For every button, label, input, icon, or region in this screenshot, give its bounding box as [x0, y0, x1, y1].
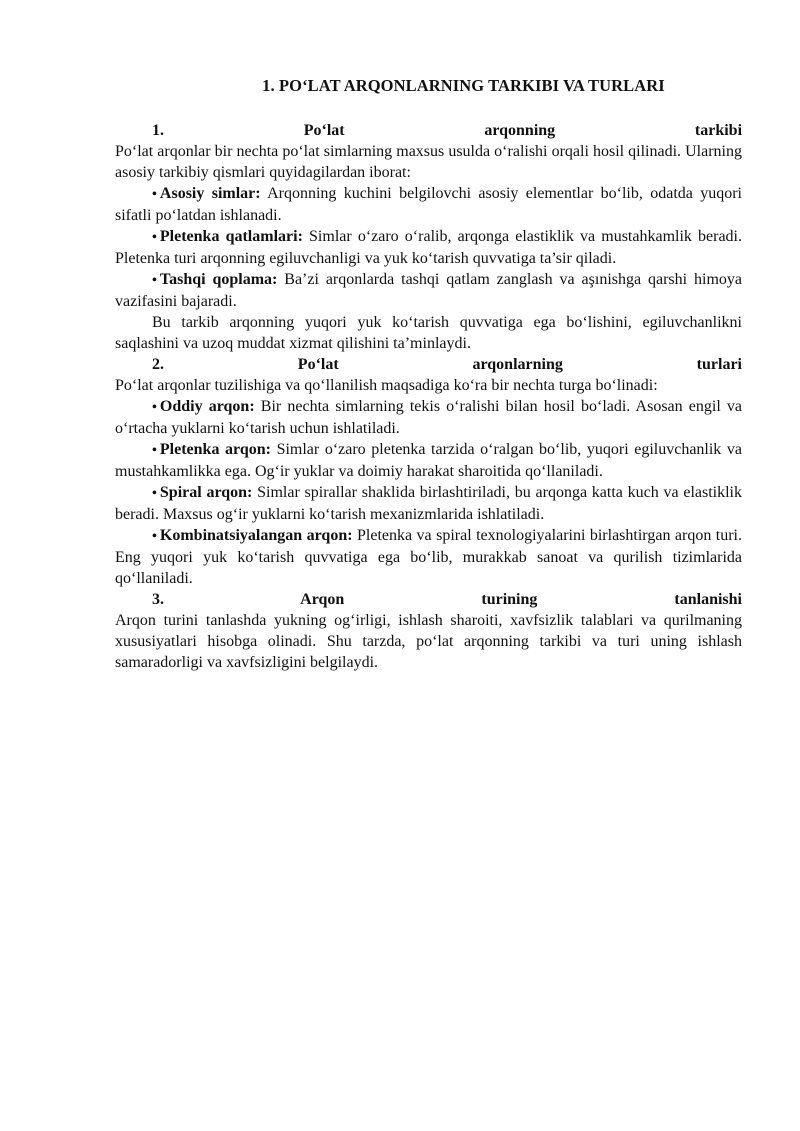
list-item: [115, 482, 742, 525]
section-2-word-2: arqonlarning: [472, 356, 563, 373]
list-item: [115, 439, 742, 482]
section-1-number: 1.: [152, 122, 164, 139]
list-item: [115, 525, 742, 589]
section-2-heading: [115, 354, 742, 375]
document-title: 1. PO‘LAT ARQONLARNING TARKIBI VA TURLARI: [262, 76, 665, 95]
bullet-icon: •: [152, 273, 157, 288]
list-item: [115, 226, 742, 269]
section-3-number: 3.: [152, 591, 164, 608]
section-1-word-1: Po‘lat: [303, 122, 345, 139]
bullet-text: Simlar o‘zaro o‘ralib, arqonga elastiklik va mustahkamlik beradi. Pletenka turi arqonning egiluvchanligi va yuk ko‘tarish quvvatiga ta’sir qiladi.: [115, 228, 742, 267]
bullet-text: Pletenka va spiral texnologiyalarini birlashtirgan arqon turi. Eng yuqori yuk ko‘tarish quvvatiga ega bo‘lib, murakkab sanoat va qurilish tizimlarida qo‘llaniladi.: [115, 527, 742, 587]
section-1-word-2: arqonning: [484, 122, 556, 139]
section-3-word-3: tanlanishi: [674, 591, 742, 608]
bullet-icon: •: [152, 230, 157, 245]
document-page: [115, 75, 742, 673]
section-2-number: 2.: [152, 356, 164, 373]
section-3-heading: [115, 589, 742, 610]
section-3-word-1: Arqon: [300, 591, 345, 608]
bullet-text: Bir nechta simlarning tekis o‘ralishi bilan hosil bo‘ladi. Asosan engil va o‘rtacha yuklarni ko‘tarish uchun ishlatiladi.: [115, 398, 743, 437]
bullet-term: Oddiy arqon:: [159, 398, 255, 415]
section-1-intro: Po‘lat arqonlar bir nechta po‘lat simlarning maxsus usulda o‘ralishi orqali hosil qilinadi. Ularning asosiy tarkibiy qismlari quyidagilardan iborat:: [115, 143, 742, 181]
bullet-text: Simlar o‘zaro pletenka tarzida o‘ralgan bo‘lib, yuqori egiluvchanlik va mustahkamlikka ega. Og‘ir yuklar va doimiy harakat sharoitida qo‘llaniladi.: [115, 441, 742, 480]
bullet-icon: •: [152, 529, 157, 544]
section-3-body: Arqon turini tanlashda yukning og‘irligi, ishlash sharoiti, xavfsizlik talablari va qurilmaning xususiyatlari hisobga olinadi. Shu tarzda, po‘lat arqonning tarkibi va turi uning ishlash samaradorligi va xavfsizligini belgilaydi.: [115, 612, 742, 671]
bullet-term: Kombinatsiyalangan arqon:: [159, 527, 353, 544]
list-item: [115, 396, 742, 439]
section-2-word-3: turlari: [696, 356, 742, 373]
bullet-icon: •: [152, 443, 157, 458]
section-3-word-2: turining: [481, 591, 538, 608]
bullet-text: Simlar spirallar shaklida birlashtiriladi, bu arqonga katta kuch va elastiklik beradi. Maxsus og‘ir yuklarni ko‘tarish mexanizmlarida ishlatiladi.: [115, 484, 742, 523]
bullet-term: Spiral arqon:: [159, 484, 253, 501]
bullet-term: Asosiy simlar:: [159, 185, 261, 202]
bullet-term: Pletenka qatlamlari:: [159, 228, 303, 245]
bullet-term: Tashqi qoplama:: [159, 271, 278, 288]
list-item: [115, 269, 742, 312]
bullet-text: Ba’zi arqonlarda tashqi qatlam zanglash va aşınishga qarshi himoya vazifasini bajaradi.: [115, 271, 742, 310]
section-2-word-1: Po‘lat: [297, 356, 339, 373]
bullet-icon: •: [152, 400, 157, 415]
bullet-icon: •: [152, 187, 157, 202]
bullet-text: Arqonning kuchini belgilovchi asosiy elementlar bo‘lib, odatda yuqori sifatli po‘latdan ishlanadi.: [115, 185, 743, 224]
bullet-icon: •: [152, 486, 157, 501]
section-1-word-3: tarkibi: [694, 122, 743, 139]
bullet-term: Pletenka arqon:: [159, 441, 271, 458]
list-item: [115, 183, 742, 226]
section-1-heading: [115, 120, 742, 141]
section-1-closing: Bu tarkib arqonning yuqori yuk ko‘tarish quvvatiga ega bo‘lishini, egiluvchanlikni saqlashini va uzoq muddat xizmat qilishini ta’minlaydi.: [115, 314, 742, 352]
section-2-intro: Po‘lat arqonlar tuzilishiga va qo‘llanilish maqsadiga ko‘ra bir nechta turga bo‘linadi:: [115, 377, 658, 394]
